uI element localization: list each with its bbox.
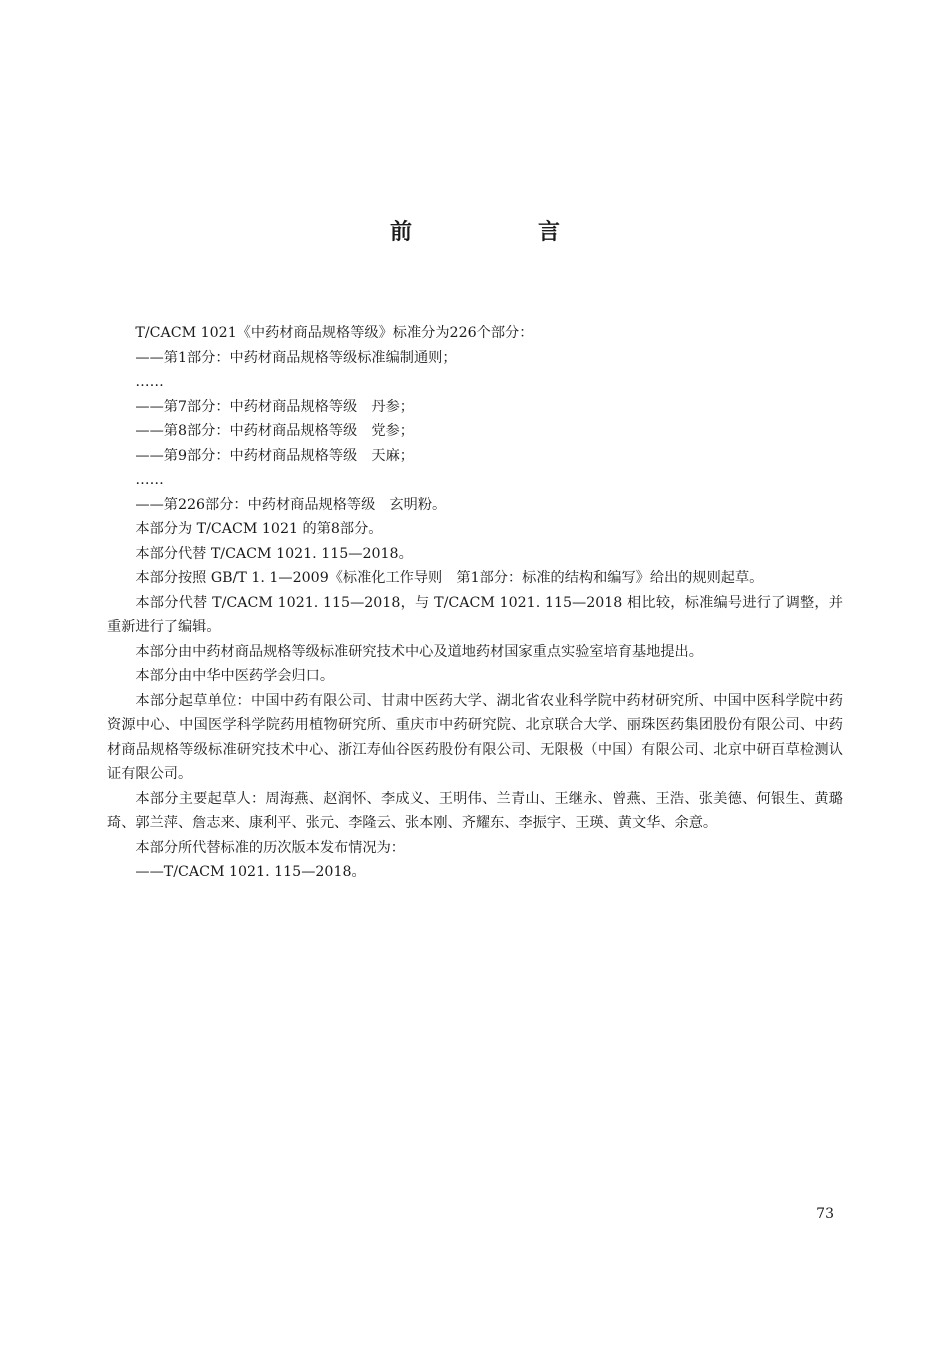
paragraph-changes: 本部分代替 T/CACM 1021. 115—2018，与 T/CACM 1021. 115—2018 相比较，标准编号进行了调整，并重新进行了编辑。 (107, 594, 843, 635)
list-item-part-9: ——第9部分：中药材商品规格等级 天麻； (135, 447, 414, 464)
list-ellipsis: …… (135, 472, 164, 488)
list-item-part-226: ——第226部分：中药材商品规格等级 玄明粉。 (135, 496, 447, 513)
page-title: 前 言 (389, 220, 612, 245)
paragraph-proposer: 本部分由中药材商品规格等级标准研究技术中心及道地药材国家重点实验室培育基地提出。 (135, 643, 703, 660)
paragraph-drafting-units: 本部分起草单位：中国中药有限公司、甘肃中医药大学、湖北省农业科学院中药材研究所、中国中医科学院中药资源中心、中国医学科学院药用植物研究所、重庆市中药研究院、北京联合大学、丽珠医药集团股份有限公司、中药材商品规格等级标准研究技术中心、浙江寿仙谷医药股份有限公司、无限极（中国）有限公司、北京中研百草检测认证有限公司。 (107, 692, 843, 782)
paragraph-administrator: 本部分由中华中医药学会归口。 (135, 668, 335, 684)
list-item-history: ——T/CACM 1021. 115—2018。 (135, 864, 366, 880)
page-number: 73 (816, 1206, 834, 1222)
foreword-body (107, 321, 843, 885)
paragraph-replaces: 本部分代替 T/CACM 1021. 115—2018。 (135, 545, 413, 562)
paragraph-drafting-rules: 本部分按照 GB/T 1. 1—2009《标准化工作导则 第1部分：标准的结构和编写》给出的规则起草。 (135, 570, 764, 586)
paragraph-part-number: 本部分为 T/CACM 1021 的第8部分。 (135, 521, 383, 537)
list-item-part-1: ——第1部分：中药材商品规格等级标准编制通则； (135, 349, 457, 366)
paragraph-history-intro: 本部分所代替标准的历次版本发布情况为： (135, 839, 405, 856)
list-ellipsis: …… (135, 374, 164, 390)
paragraph-drafters: 本部分主要起草人：周海燕、赵润怀、李成义、王明伟、兰青山、王继永、曾燕、王浩、张美德、何银生、黄璐琦、郭兰萍、詹志来、康利平、张元、李隆云、张本刚、齐耀东、李振宇、王瑛、黄文华、余意。 (107, 790, 843, 831)
paragraph-series-intro: T/CACM 1021《中药材商品规格等级》标准分为226个部分： (135, 325, 534, 341)
list-item-part-7: ——第7部分：中药材商品规格等级 丹参； (135, 398, 414, 415)
list-item-part-8: ——第8部分：中药材商品规格等级 党参； (135, 423, 414, 439)
